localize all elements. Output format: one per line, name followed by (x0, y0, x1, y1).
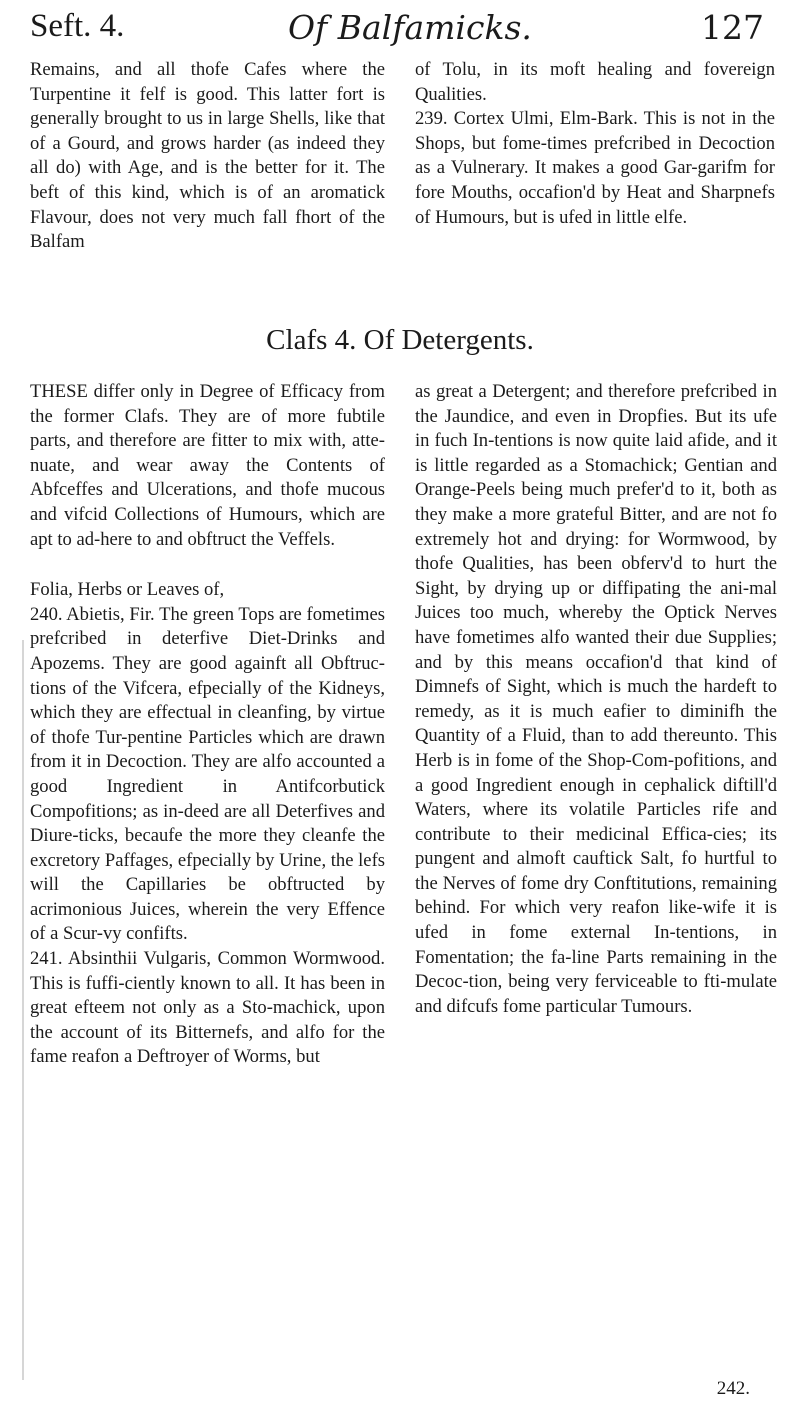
right-column-main (415, 380, 777, 1019)
paragraph: of Tolu, in its moft healing and fovereign Qualities. (415, 59, 775, 105)
paragraph: 240. Abietis, Fir. The green Tops are fometimes prefcribed in deterfive Diet-Drinks and Apozems. They are good againft all Obftruc-tions of the Vifcera, efpecially of the Kidneys, which they are effectual in cleanfing, by virtue of thofe Tur-pentine Particles which are drawn from it in Decoction. They are alfo accounted a good Ingredient in Antifcorbutick Compofitions; as in-deed are all Deterfives and Diure-ticks, becaufe the more they cleanfe the excretory Paffages, efpecially by Urine, the lefs will the Capillaries be obftructed by acrimonious Juices, wherein the very Effence of a Scur-vy confifts. (30, 603, 385, 945)
paragraph: 241. Absinthii Vulgaris, Common Wormwood. This is fuffi-ciently known to all. It has been in great efteem not only as a Sto-machick, upon the account of its Bitternefs, and alfo for the fame reafon a Deftroyer of Worms, but (30, 948, 385, 1068)
running-header (30, 6, 770, 52)
left-column-top (30, 58, 385, 255)
paragraph: THESE differ only in Degree of Efficacy from the former Clafs. They are of more fubtile parts, and therefore are fitter to mix with, atte-nuate, and wear away the Contents of Abfceffes and Ulcerations, and thofe mucous and vifcid Collections of Humours, which are apt to ad-here to and obftruct the Veffels. (30, 381, 385, 550)
page-edge-shadow (22, 640, 24, 1380)
paragraph: Remains, and all thofe Cafes where the Turpentine it felf is good. This latter fort is generally brought to us in large Shells, like that of a Gourd, and grows harder (as indeed they all do) with Age, and is the better for it. The beft of this kind, which is of an aromatick Flavour, does not very much fall fhort of the Balfam (30, 59, 385, 253)
section-heading: Clafs 4. Of Detergents. (266, 324, 534, 356)
page-number: 127 (701, 8, 764, 47)
catchword: 242. (716, 1378, 750, 1399)
section-label: Seft. 4. (30, 8, 125, 44)
right-column-top (415, 58, 775, 230)
running-title: Of Balfamicks. (288, 8, 532, 47)
paragraph: 239. Cortex Ulmi, Elm-Bark. This is not in the Shops, but fome-times prefcribed in Decoction as a Vulnerary. It makes a good Gar-garifm for fore Mouths, occafion'd by Heat and Sharpnefs of Humours, but is ufed in little elfe. (415, 108, 775, 228)
paragraph: as great a Detergent; and therefore prefcribed in the Jaundice, and even in Dropfies. But its ufe in fuch In-tentions is now quite laid afide, and it is little regarded as a Stomachick; Gentian and Orange-Peels being much prefer'd to it, both as they make a more grateful Bitter, and are not fo extremely hot and drying: for Wormwood, by thofe Qualities, has been obferv'd to hurt the Sight, by drying up or diffipating the ani-mal Juices too much, whereby the Optick Nerves have fometimes alfo wanted their due Supplies; and by this means occafion'd that kind of Dimnefs of Sight, which is much the hardeft to remedy, as it is much eafier to diminifh the Quantity of a Fluid, than to add thereunto. This Herb is in fome of the Shop-Com-pofitions, and a good Ingredient enough in cephalick diftill'd Waters, where its volatile Particles rife and contribute to their medicinal Effica-cies; its pungent and almoft cauftick Salt, fo hurtful to the Nerves of fome dry Conftitutions, remaining behind. For which very reafon like-wife it is ufed in fome external In-tentions, in Fomentation; the fa-line Parts remaining in the Decoc-tion, being very ferviceable to fti-mulate and difcufs fome particular Tumours. (415, 381, 777, 1017)
left-column-main (30, 380, 385, 1070)
paragraph: Folia, Herbs or Leaves of, (30, 579, 225, 601)
